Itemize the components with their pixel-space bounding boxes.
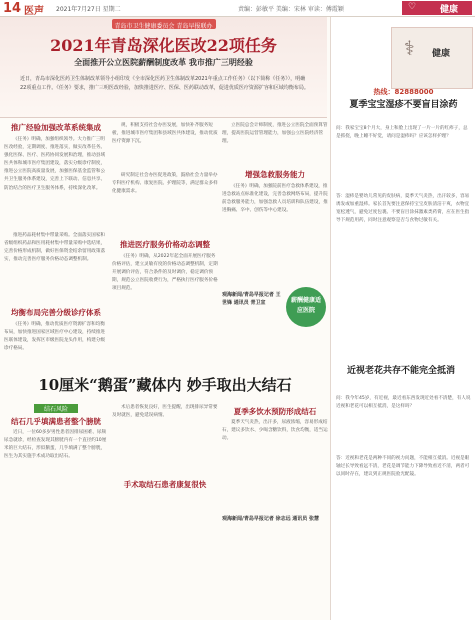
page-header bbox=[0, 0, 475, 17]
paragraph: 术后患者恢复良好，医生提醒，出现排尿异常要及时就医，避免延误病情。 bbox=[112, 405, 218, 419]
section-title: 推广经验加强改革系统集成 bbox=[11, 123, 101, 132]
right-column bbox=[330, 17, 475, 620]
article-column-1 bbox=[4, 122, 108, 367]
paragraph: 规，积极支持社会办医发展，加快补齐服务短板，推进城市医疗集团和县域医共体建设，推动优质医疗资源下沉。 bbox=[112, 123, 218, 145]
bottom-column-2 bbox=[112, 404, 218, 618]
paragraph: 推进药品耗材集中带量采购。全面落实国家和省级组织药品和医用耗材集中带量采购中选结果，完善价格形成机制，做好医保资金结余留用政策落实，推动完善医疗服务价格动态调整机制。 bbox=[4, 233, 106, 263]
section-title: 推进医疗服务价格动态调整 bbox=[120, 240, 210, 249]
paragraph: 研究制定社会办医促进政策，鼓励社会力量举办专科医疗机构、康复医院、护理院等，满足群众多样化健康需求。 bbox=[112, 173, 218, 195]
article-column-2 bbox=[112, 122, 218, 367]
paragraph: 《任务》明确，加强院前医疗急救体系建设，推进急救站点标准化建设，完善急救网络布局，提升院前急救服务能力，加强急救人员培训和队伍建设，推进胸痛、卒中、创伤等中心建设。 bbox=[222, 184, 328, 214]
section-title: 夏季多饮水预防形成结石 bbox=[233, 407, 317, 416]
lead-paragraph: 近日，青岛市深化医药卫生体制改革领导小组印发《全市深化医药卫生体制改革2021年重点工作任务》（以下简称《任务》），明确22项重点工作。《任务》要求，推广三明医改经验，加快推进医疗、医保、医药联动改革，促进优质医疗资源扩容和区域均衡布局。 bbox=[20, 76, 309, 91]
paragraph: 《任务》明确，从2022年起全面开展医疗服务价格评估，建立灵敏有度的价格动态调整机制，定期开展调价评估，符合条件的及时调价，稳定调价预期，规范公立医院收费行为，严格执行医疗服务价格项目规范。 bbox=[112, 254, 218, 292]
badge-text: 薪酬健康适应医院 bbox=[290, 297, 321, 314]
section-tag bbox=[402, 1, 472, 15]
bottom-column-3 bbox=[222, 404, 328, 618]
section-title: 均衡布局完善分级诊疗体系 bbox=[11, 308, 101, 317]
bottom-banner bbox=[0, 370, 330, 400]
heart-icon: ♡ bbox=[408, 2, 417, 12]
bottom-column-1 bbox=[4, 404, 108, 618]
paragraph: 夏季天气炎热，出汗多，尿液浓缩，容易形成结石，建议多饮水、少喝含糖饮料，饮食均衡，适当运动。 bbox=[222, 420, 328, 442]
badge: 结石风险 bbox=[34, 404, 78, 413]
article-column-3 bbox=[222, 122, 328, 367]
stethoscope-icon: ⚕ bbox=[404, 36, 415, 60]
page-number: 14 bbox=[3, 1, 22, 16]
paragraph: 《任务》明确，推动优质医疗资源扩容和均衡布局，加快推进国家区域医疗中心建设，持续推进医联体建设，发挥区市级医院龙头作用，构建分级诊疗格局。 bbox=[4, 322, 106, 352]
section-title: 手术取结石患者康复很快 bbox=[123, 480, 207, 489]
section-tag-label: 健康 bbox=[440, 5, 459, 15]
answer-text: 答：近视和老花是两种不同的视力问题，不能相互抵消。近视是眼轴过长导致看远不清，老花是调节能力下降导致看近不清，两者可以同时存在，建议到正规医院验光配镜。 bbox=[336, 456, 470, 478]
badge-circle bbox=[286, 287, 326, 327]
section-title: 结石几乎填满患者整个膀胱 bbox=[11, 417, 101, 426]
qa-title: 夏季宝宝湿疹不要盲目涂药 bbox=[349, 100, 458, 110]
question-text: 问：我今年45岁，有近视，最近看东西发现近处看不清楚，有人说近视和老花可以相互抵消，是这样吗？ bbox=[336, 396, 471, 410]
subheadline: 全面推开公立医院薪酬制度改革 我市推广三明经验 bbox=[74, 58, 253, 67]
section-title: 增强急救服务能力 bbox=[245, 170, 305, 179]
paragraph: 立医院总会计师制度，推进公立医院全面预算管理，提高医院运营管理能力，加强公立医院经济管理。 bbox=[222, 123, 328, 145]
hotline: 热线：82888000 bbox=[373, 88, 434, 96]
kicker: 青岛市卫生健康委员会 青岛早报联办 bbox=[114, 23, 213, 30]
byline: 观海新闻/青岛早报记者 徐志远 通讯员 张慧 bbox=[222, 516, 320, 522]
health-illustration bbox=[391, 27, 473, 89]
question-text: 问：我家宝宝8个月大，身上和脸上出现了一片一片的红疹子，总是抓挠，晚上睡不好觉，请问是湿疹吗？应该怎样护理？ bbox=[336, 126, 468, 140]
section-name: 医声 bbox=[24, 6, 44, 17]
byline: 观海新闻/青岛早报记者 王世锋 通讯员 青卫宣 bbox=[222, 292, 281, 306]
main-headline: 2021年青岛深化医改22项任务 bbox=[50, 36, 277, 55]
promo-banner bbox=[0, 17, 327, 118]
illustration-caption: 健康 bbox=[432, 49, 451, 59]
issue-date: 2021年7月27日 星期二 bbox=[56, 6, 121, 13]
answer-text: 答：湿疹是婴幼儿常见的皮肤病，夏季天气炎热，出汗较多，容易诱发或加重湿疹。家长首先要注意保持宝宝皮肤清洁干爽，衣物宜宽松透气，避免过度包裹。不要盲目涂抹激素类药膏，应在医生指导下规范用药，同时注意观察是否与食物过敏有关。 bbox=[336, 194, 470, 224]
qa-title: 近视老花共存不能完全抵消 bbox=[346, 366, 455, 376]
paragraph: 近日，一位60多岁男性患者因排尿困难、尿频尿急就诊，经检查发现其膀胱内有一个直径约10厘米的巨大结石，形似鹅蛋，几乎填满了整个膀胱，医生为其实施手术成功取出结石。 bbox=[4, 430, 107, 460]
editor-line: 责编：彭敏平 美编：宋林 审读：傅霞颖 bbox=[238, 6, 344, 13]
paragraph: 《任务》明确，加强组织领导。大力推广三明医改经验，定期调度、推进落实，做实改革任务。强化医保、医疗、医药协同发展和治理，推动县域医共体和城市医疗集团建设，落实分级诊疗制度，推进公立医院高质量发展，加强医保基金监管和公共卫生服务体系建设，完善上下联动、信息共享、防治结合的医疗卫生服务体系，持续深化改革。 bbox=[4, 137, 106, 191]
bottom-headline: 10厘米“鹅蛋”藏体内 妙手取出大结石 bbox=[38, 376, 292, 394]
